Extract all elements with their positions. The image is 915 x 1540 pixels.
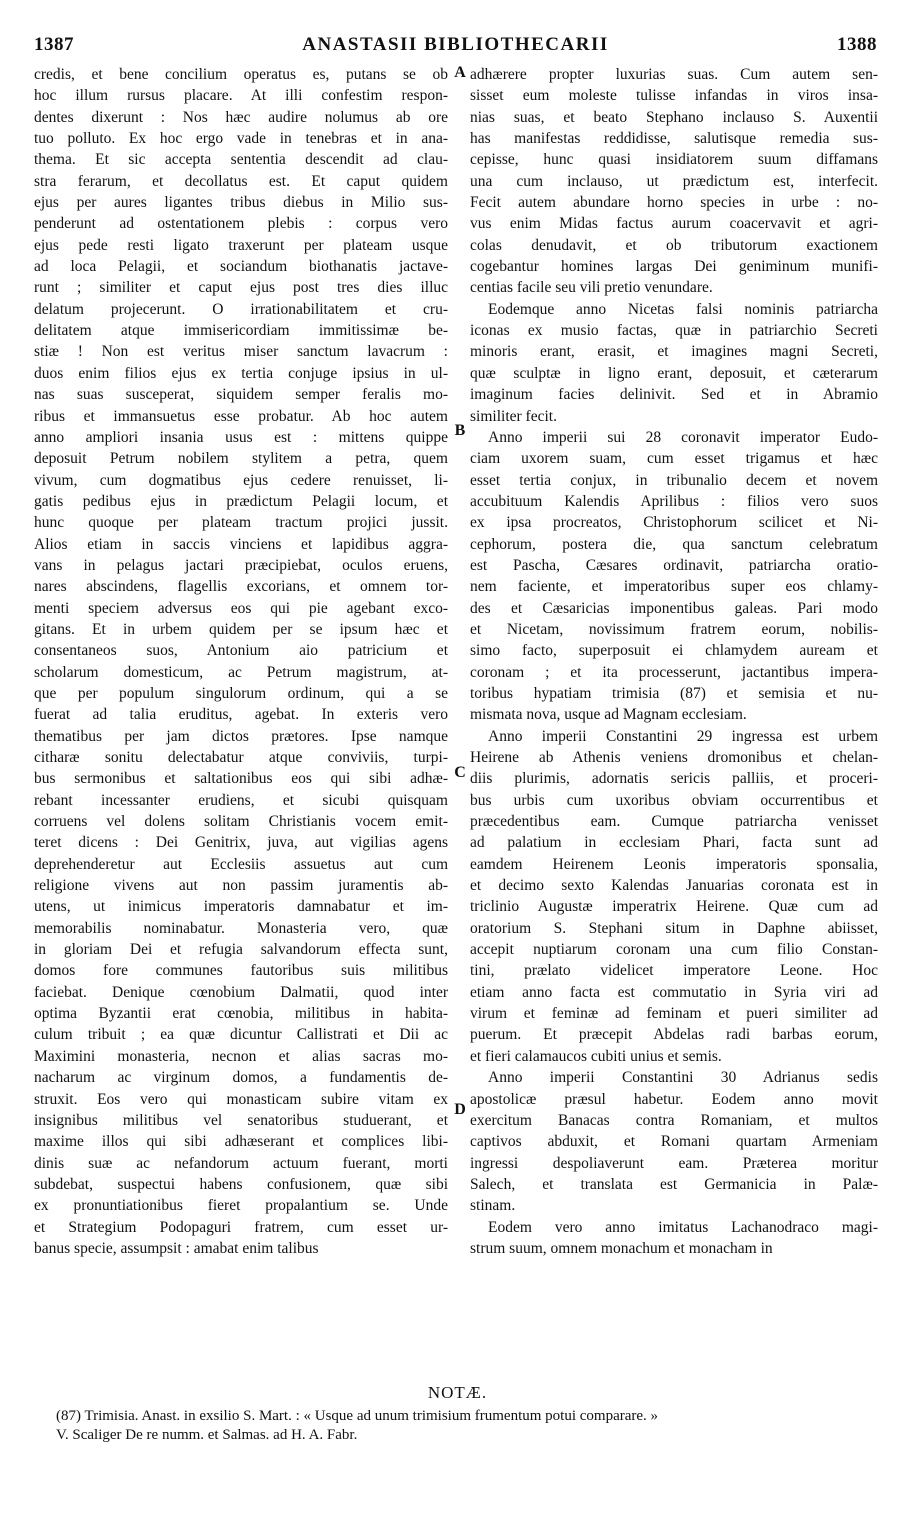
text-line: struxit. Eos vero qui monasticam subire vitam ex bbox=[34, 1090, 448, 1108]
text-line: et Strategium Podopaguri fratrem, cum esset ur- bbox=[34, 1218, 448, 1236]
text-line: sisset eum moleste tulisse infandas in viros insa- bbox=[470, 87, 878, 105]
footnote-line: (87) Trimisia. Anast. in exsilio S. Mart. : « Usque ad unum trimisium frumentum potui comparare. » bbox=[56, 1408, 659, 1424]
text-line: tini, prælato videlicet imperatore Leone. Hoc bbox=[470, 962, 878, 980]
text-line: cepisse, hunc quasi insidiatorem suum diffamans bbox=[470, 151, 878, 169]
text-line: Alios etiam in saccis vinciens et lapidibus aggra- bbox=[34, 535, 448, 553]
footnotes bbox=[56, 1407, 886, 1445]
text-line: et fieri calamaucos cubiti unius et semis. bbox=[470, 1047, 722, 1065]
text-line: coronam ; et ita processerunt, jactantibus impera- bbox=[470, 663, 878, 681]
text-line: runt ; similiter et caput ejus post tres dies illuc bbox=[34, 279, 448, 297]
text-line: bus urbis cum uxoribus obviam occurrentibus et bbox=[470, 791, 878, 809]
text-line: vans in pelagus jactari præcipiebat, oculos eruens, bbox=[34, 556, 448, 574]
text-line: stiæ ! Non est veritus miser sanctum lavacrum : bbox=[34, 343, 448, 361]
text-line: credis, et bene concilium operatus es, putans se ob bbox=[34, 66, 448, 83]
text-line: apostolicæ præsul habetur. Eodem anno movit bbox=[470, 1090, 878, 1108]
text-line: eamdem Heirenem Leonis imperatoris sponsalia, bbox=[470, 855, 878, 873]
text-line: insignibus militibus vel senatoribus studuerant, et bbox=[34, 1111, 448, 1129]
text-line: ex ipsa procreatos, Christophorum scilicet et Ni- bbox=[470, 514, 878, 532]
text-line: ad palatium in ecclesiam Phari, facta sunt ad bbox=[470, 834, 878, 852]
right-column bbox=[470, 64, 878, 1259]
text-line: simo facto, superposuit ei chlamydem auream et bbox=[470, 642, 878, 660]
text-line: Anno imperii Constantini 29 ingressa est urbem bbox=[488, 727, 878, 745]
text-line: imaginum facies delinivit. Sed et in Abramio bbox=[470, 386, 878, 404]
text-line: minoris erant, erasit, et imagines magni Secreti, bbox=[470, 343, 878, 361]
text-line: strum suum, omnem monachum et monacham in bbox=[470, 1239, 773, 1257]
text-line: des et Cæsaricias imponentibus galeas. Pari modo bbox=[470, 599, 878, 617]
text-line: citharæ sonitu delectabatur atque conviviis, turpi- bbox=[34, 749, 448, 766]
text-line: Anno imperii sui 28 coronavit imperator Eudo- bbox=[488, 428, 878, 446]
margin-marker-d: D bbox=[454, 1101, 466, 1118]
text-line: Eodemque anno Nicetas falsi nominis patriarcha bbox=[488, 300, 878, 318]
text-line: Heirene ab Athenis veniens dromonibus et chelan- bbox=[470, 749, 878, 766]
text-line: menti speciem adversus eos qui pie agebant exco- bbox=[34, 599, 448, 617]
text-line: nas suas susceperat, siquidem semper feralis mo- bbox=[34, 386, 448, 404]
notes-heading: NOTÆ. bbox=[427, 1383, 488, 1402]
text-line: maxime illos qui sibi adhæserant et complices libi- bbox=[34, 1133, 448, 1151]
text-line: iconas ex musio factas, quæ in patriarchio Secreti bbox=[470, 322, 878, 340]
text-line: una cum inclauso, ut prædictum est, interfecit. bbox=[470, 172, 878, 190]
text-line: nem faciente, et imperatoribus super eos chlamy- bbox=[470, 578, 878, 596]
text-line: accubituum Kalendis Aprilibus : filios vero suos bbox=[470, 492, 878, 510]
text-line: banus specie, assumpsit : amabat enim talibus bbox=[34, 1239, 319, 1257]
text-line: vus enim Midas factus aurum coacervavit et agri- bbox=[470, 215, 878, 233]
text-line: thematibus per jam dictos prætores. Ipse namque bbox=[34, 727, 448, 745]
text-line: etiam anno facta est commutatio in Syria viri ad bbox=[470, 983, 878, 1001]
text-line: nacharum ac virginum domos, a fundamentis de- bbox=[34, 1069, 448, 1087]
text-line: nias suas, et beato Stephano inclauso S. Auxentii bbox=[470, 108, 878, 126]
text-line: culum tribuit ; ea quæ dicuntur Callistrati et Dii ac bbox=[34, 1026, 448, 1044]
text-line: memorabilis nominabatur. Monasteria vero, quæ bbox=[34, 919, 448, 937]
text-line: teret dicens : Dei Genitrix, juva, aut vigilias agens bbox=[34, 834, 448, 852]
footnote-line: V. Scaliger De re numm. et Salmas. ad H. A. Fabr. bbox=[56, 1427, 358, 1443]
text-line: corruens vel dolens solitam Christianis vocem emit- bbox=[34, 813, 448, 831]
text-line: accepit nuptiarum coronam una cum filio Constan- bbox=[470, 941, 878, 959]
text-line: domos fore communes fautoribus suis militibus bbox=[34, 962, 448, 980]
text-line: bus sermonibus et saltationibus eos qui sibi adhæ- bbox=[34, 770, 448, 788]
text-line: thema. Et sic accepta sententia descendit ad clau- bbox=[34, 151, 448, 169]
text-line: anno ampliori insania usus est : mittens quippe bbox=[34, 428, 448, 446]
text-line: adhærere propter luxurias suas. Cum autem sen- bbox=[470, 66, 878, 83]
text-line: centias facile seu vili pretio venundare. bbox=[470, 279, 713, 297]
text-line: deprehenderetur aut Ecclesiis assuetus aut cum bbox=[34, 855, 448, 873]
text-line: gitans. Et in urbem quidem per se ipsum hæc et bbox=[34, 620, 448, 638]
text-line: stra ferarum, et decollatus est. Et caput quidem bbox=[34, 172, 448, 190]
text-line: Fecit autem abundare horno species in urbe : no- bbox=[470, 194, 878, 212]
text-line: has manifestas reddidisse, salutisque remedia sus- bbox=[470, 130, 878, 148]
text-line: cogebantur homines largas Dei geniminum munifi- bbox=[470, 258, 878, 276]
text-line: stinam. bbox=[470, 1197, 516, 1215]
text-line: ejus per aures ligantes tribus diebus in Milio sus- bbox=[34, 194, 448, 212]
margin-marker-b: B bbox=[454, 422, 466, 439]
text-line: ejus pede resti ligato traxerunt per plateam usque bbox=[34, 236, 448, 254]
text-line: similiter fecit. bbox=[470, 407, 557, 425]
text-line: faciebat. Denique cœnobium Dalmatii, quod inter bbox=[34, 983, 448, 1001]
text-line: virum et feminæ ad feminam et pueri similiter ad bbox=[470, 1005, 878, 1023]
text-line: oratorium S. Stephani situm in Daphne abiisset, bbox=[470, 919, 878, 937]
text-line: colas denudavit, et ob tributorum exactionem bbox=[470, 236, 878, 254]
text-line: ribus et immansuetus esse probatur. Ab hoc autem bbox=[34, 407, 448, 425]
text-line: gatis pedibus ejus in prædictum Pelagii locum, et bbox=[34, 492, 448, 510]
text-line: delitatem atque immisericordiam immitissimæ be- bbox=[34, 322, 448, 340]
text-line: puerum. Et præcepit Abdelas radi barbas eorum, bbox=[470, 1026, 878, 1044]
text-line: cephorum, postera die, qua sanctum celebratum bbox=[470, 535, 878, 553]
text-line: quæ sculptæ in ligno erant, deposuit, et cæterarum bbox=[470, 364, 878, 382]
text-line: rebant incessanter erudiens, et sicubi quisquam bbox=[34, 791, 448, 809]
text-line: in gloriam Dei et refugia salvandorum effecta sunt, bbox=[34, 941, 448, 959]
text-line: tuo polluto. Ex hoc ergo vade in tenebras et in ana- bbox=[34, 130, 448, 148]
margin-marker-a: A bbox=[454, 64, 466, 81]
text-line: hunc quoque per plateam tractum projici jussit. bbox=[34, 514, 448, 532]
text-line: est Pascha, Cæsares ordinavit, patriarcha oratio- bbox=[470, 556, 878, 574]
text-line: nares abscindens, flagellis excorians, et omnem tor- bbox=[34, 578, 448, 596]
margin-marker-c: C bbox=[454, 764, 466, 781]
text-line: subdebat, suspectui habens confusionem, quæ sibi bbox=[34, 1175, 448, 1193]
running-header bbox=[34, 34, 877, 60]
text-line: fuerat ad talia eruditus, agebat. In exteris vero bbox=[34, 706, 448, 724]
text-line: utens, ut inimicus imperatoris damnabatur et im- bbox=[34, 898, 448, 916]
text-line: Maximini monasteria, necnon et alias sacras mo- bbox=[34, 1047, 448, 1065]
page-number-right: 1388 bbox=[837, 34, 877, 55]
page-number-left: 1387 bbox=[34, 34, 74, 55]
text-line: esset tertia conjux, in tribunalio decem et novem bbox=[470, 471, 878, 489]
text-line: hoc illum rursus placare. At illi confestim respon- bbox=[34, 87, 448, 105]
text-line: dentes dixerunt : Nos hæc audire nolumus ab ore bbox=[34, 108, 448, 126]
left-column bbox=[34, 64, 448, 1259]
text-line: consentaneos suos, Antonium aio patricium et bbox=[34, 642, 448, 660]
text-line: vivum, cum dogmatibus ejus cedere renuisset, li- bbox=[34, 471, 448, 489]
text-line: dinis suæ ac nefandorum actuum fuerant, morti bbox=[34, 1154, 448, 1172]
text-line: captivos abduxit, et Romani quartam Armeniam bbox=[470, 1133, 878, 1151]
text-line: que per populum singulorum ordinum, qui a se bbox=[34, 684, 448, 702]
text-line: ingressi despoliaverunt eam. Præterea moritur bbox=[470, 1154, 878, 1172]
text-line: Salech, et translata est Germanicia in Palæ- bbox=[470, 1175, 878, 1193]
text-line: ex pronuntiationibus fieret propalantium se. Unde bbox=[34, 1197, 448, 1215]
text-line: ciam uxorem suam, cum esset trigamus et hæc bbox=[470, 450, 878, 468]
text-line: ad loca Pelagii, et sociandum biothanatis jactave- bbox=[34, 258, 448, 276]
text-line: præcedentibus eam. Cumque patriarcha venisset bbox=[470, 813, 878, 831]
text-line: toribus hypatiam trimisia (87) et semisia et nu- bbox=[470, 684, 878, 702]
text-line: et decimo sexto Kalendas Januarias coronata est in bbox=[470, 877, 878, 895]
text-line: delatum projecerunt. O irrationabilitatem et cru- bbox=[34, 300, 448, 318]
text-line: religione vivens aut non passim juramentis ab- bbox=[34, 877, 448, 895]
text-line: triclinio Augustæ imperatrix Heirene. Quæ cum ad bbox=[470, 898, 878, 916]
text-line: Anno imperii Constantini 30 Adrianus sedis bbox=[488, 1069, 878, 1087]
text-line: penderunt ad ostentationem plebis : corpus vero bbox=[34, 215, 448, 233]
text-line: deposuit Petrum nobilem stylitem a petra, quem bbox=[34, 450, 448, 468]
text-line: exercitum Banacas contra Romaniam, et multos bbox=[470, 1111, 878, 1129]
text-line: Eodem vero anno imitatus Lachanodraco magi- bbox=[488, 1218, 878, 1236]
text-line: optima Byzantii erat cœnobia, militibus in habita- bbox=[34, 1005, 448, 1023]
text-line: diis plurimis, adornatis sericis palliis, et proceri- bbox=[470, 770, 878, 788]
text-line: duos enim filios ejus ex tertia conjuge ipsius in ul- bbox=[34, 364, 448, 382]
text-line: scholarum domesticum, ac Petrum magistrum, at- bbox=[34, 663, 448, 681]
text-line: mismata nova, usque ad Magnam ecclesiam. bbox=[470, 706, 747, 724]
text-line: et Nicetam, novissimum fratrem eorum, nobilis- bbox=[470, 620, 878, 638]
running-title: ANASTASII BIBLIOTHECARII bbox=[302, 34, 609, 55]
